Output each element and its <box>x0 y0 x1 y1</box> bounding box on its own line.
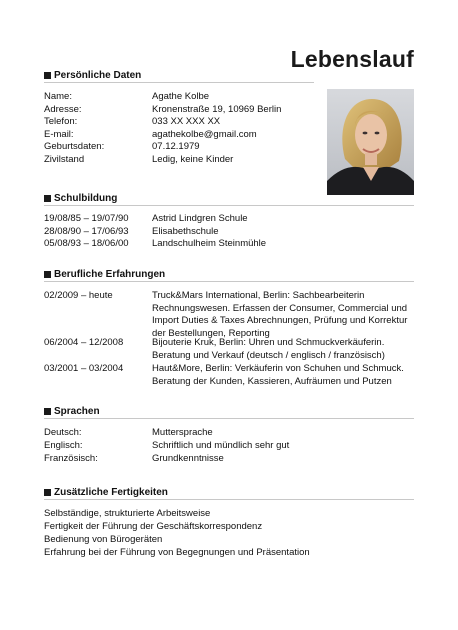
school-row <box>44 213 414 226</box>
date-range: 05/08/93 – 18/06/00 <box>44 238 129 249</box>
field-value: Kronenstraße 19, 10969 Berlin <box>152 103 282 115</box>
language-level: Muttersprache <box>152 427 213 438</box>
job-line: Rechnungswesen. Erfassen der Consumer, Commercial und <box>152 302 408 314</box>
bullet-square-icon <box>44 489 51 496</box>
field-label: Name: <box>44 91 72 102</box>
section-heading-skills <box>44 487 414 500</box>
date-range: 02/2009 – heute <box>44 290 113 301</box>
field-label: Telefon: <box>44 116 78 127</box>
language-name: Englisch: <box>44 440 83 451</box>
bullet-square-icon <box>44 72 51 79</box>
work-row <box>44 337 414 362</box>
field-label: E-mail: <box>44 128 74 140</box>
job-line: Beratung und Verkauf (deutsch / englisch / französisch) <box>152 349 385 361</box>
skill-item: Selbständige, strukturierte Arbeitsweise <box>44 508 211 519</box>
section-heading-school <box>44 193 414 206</box>
field-value: 033 XX XXX XX <box>152 116 221 127</box>
field-value: Agathe Kolbe <box>152 91 210 102</box>
field-label: Adresse: <box>44 103 82 115</box>
job-line: Beratung der Kunden, Kassieren, Aufräumen und Putzen <box>152 375 392 387</box>
job-line: der Bestellungen, Reporting <box>152 327 270 339</box>
skill-item: Bedienung von Bürogeräten <box>44 534 163 545</box>
job-line: Bijouterie Kruk, Berlin: Uhren und Schmuckverkäuferin. <box>152 337 385 348</box>
bullet-square-icon <box>44 408 51 415</box>
job-description <box>152 337 414 362</box>
section-heading-languages <box>44 406 414 419</box>
school-row <box>44 238 414 251</box>
job-description <box>152 290 414 340</box>
school-name: Landschulheim Steinmühle <box>152 238 267 249</box>
job-line: Haut&More, Berlin: Verkäuferin von Schuhen und Schmuck. <box>152 363 404 374</box>
field-value: Ledig, keine Kinder <box>152 153 234 165</box>
skill-item: Fertigkeit der Führung der Geschäftskorrespondenz <box>44 521 263 532</box>
section-heading-label: Zusätzliche Fertigkeiten <box>54 487 168 498</box>
date-range: 19/08/85 – 19/07/90 <box>44 213 129 224</box>
section-heading-label: Sprachen <box>54 406 100 417</box>
section-heading-label: Schulbildung <box>54 193 118 204</box>
skill-item: Erfahrung bei der Führung von Begegnungen und Präsentation <box>44 547 310 558</box>
language-row <box>44 427 414 440</box>
language-name: Deutsch: <box>44 427 82 438</box>
field-value: 07.12.1979 <box>152 141 200 152</box>
language-row <box>44 453 414 466</box>
school-name: Astrid Lindgren Schule <box>152 213 248 224</box>
email-value: agathekolbe@gmail.com <box>152 128 257 140</box>
section-heading-label: Persönliche Daten <box>54 70 142 81</box>
work-row <box>44 363 414 388</box>
work-row <box>44 290 414 340</box>
language-name: Französisch: <box>44 453 98 464</box>
profile-photo <box>327 89 414 195</box>
language-level: Schriftlich und mündlich sehr gut <box>152 440 290 451</box>
job-line: Import Duties & Taxes Abrechnungen, Prüfung und Korrektur <box>152 315 408 326</box>
date-range: 28/08/90 – 17/06/93 <box>44 225 129 237</box>
language-level: Grundkenntnisse <box>152 453 224 464</box>
date-range: 03/2001 – 03/2004 <box>44 363 124 374</box>
page-title: Lebenslauf <box>290 46 414 72</box>
section-heading-personal <box>44 70 314 83</box>
bullet-square-icon <box>44 195 51 202</box>
date-range: 06/2004 – 12/2008 <box>44 337 124 348</box>
section-heading-work <box>44 269 414 282</box>
job-line: Truck&Mars International, Berlin: Sachbearbeiterin <box>152 290 365 301</box>
bullet-square-icon <box>44 271 51 278</box>
language-row <box>44 440 414 453</box>
school-row <box>44 226 414 239</box>
section-heading-label: Berufliche Erfahrungen <box>54 269 166 280</box>
job-description <box>152 363 414 388</box>
school-name: Elisabethschule <box>152 225 219 237</box>
field-label: Zivilstand <box>44 153 85 165</box>
field-label: Geburtsdaten: <box>44 141 105 152</box>
